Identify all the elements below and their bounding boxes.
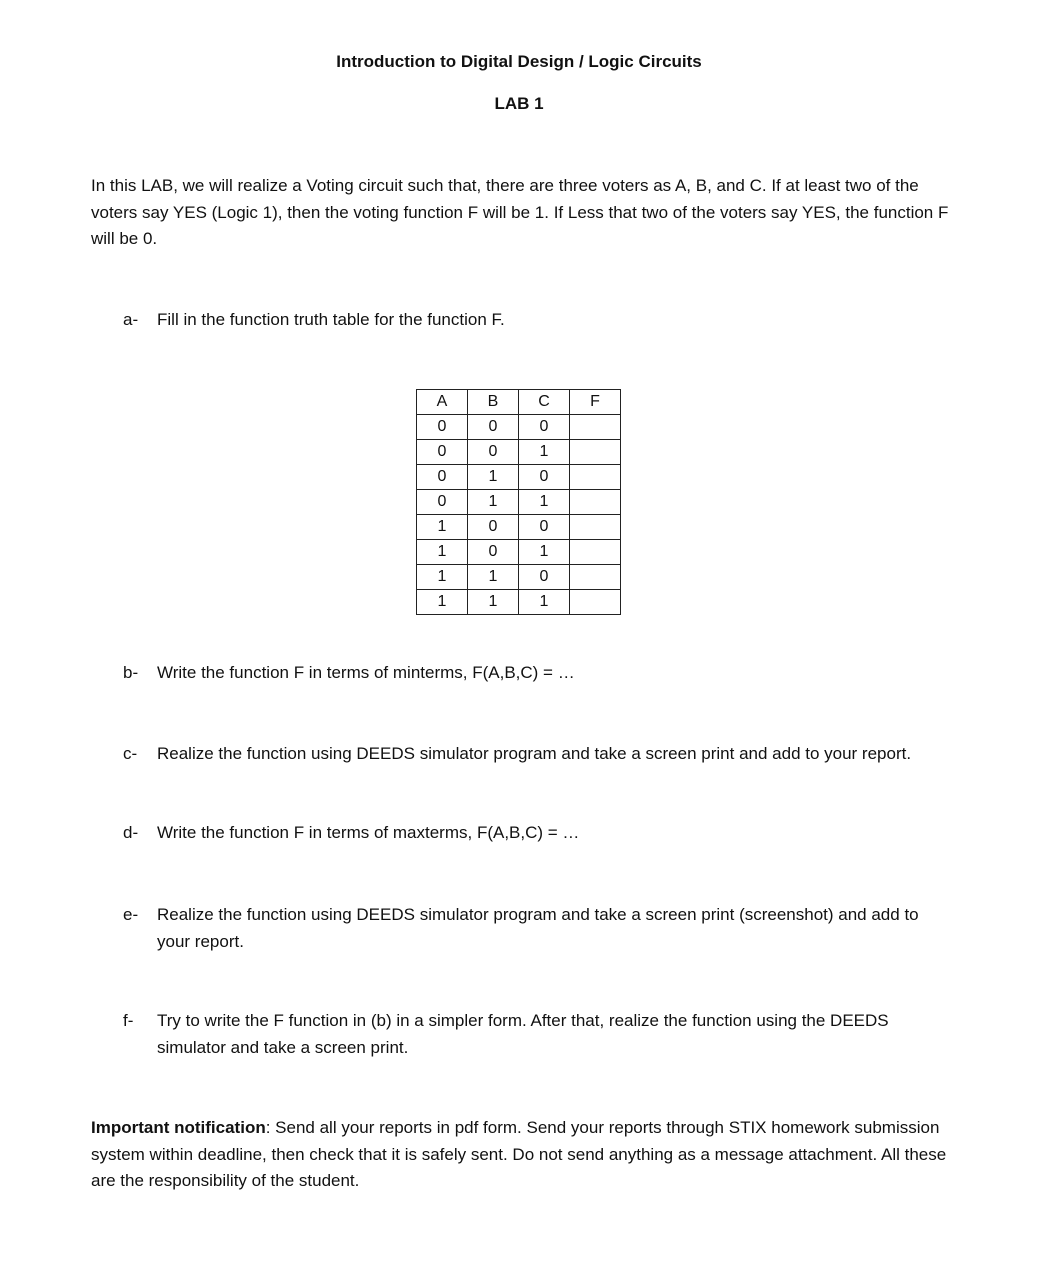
cell-a: 1 (417, 515, 468, 540)
cell-c: 0 (519, 465, 570, 490)
cell-c: 0 (519, 415, 570, 440)
task-letter: e- (123, 905, 139, 924)
cell-a: 0 (417, 490, 468, 515)
intro-paragraph: In this LAB, we will realize a Voting circuit such that, there are three voters as A, B, and C. If at least two of the voters say YES (Logic 1), then the voting function F will be 1. If Less that two of the voters say YES, the function F will be 0. (91, 176, 949, 248)
table-row (417, 415, 621, 440)
header-cell-b: B (468, 390, 519, 415)
task-letter: f- (123, 1011, 134, 1030)
cell-a: 1 (417, 540, 468, 565)
cell-b: 0 (468, 440, 519, 465)
task-item-b (123, 660, 923, 687)
task-item-e (123, 902, 923, 955)
header-cell-a: A (417, 390, 468, 415)
notification-text: : Send all your reports in pdf form. Send your reports through STIX homework submission system within deadline, then check that it is safely sent. Do not send anything as a message attachment. All these are the responsibility of the student. (91, 1118, 947, 1190)
cell-b: 0 (468, 415, 519, 440)
cell-c: 1 (519, 440, 570, 465)
cell-f (570, 565, 621, 590)
task-item-f (123, 1008, 923, 1061)
cell-b: 1 (468, 490, 519, 515)
table-row (417, 440, 621, 465)
task-item-c (123, 741, 923, 768)
cell-f (570, 440, 621, 465)
table-row (417, 465, 621, 490)
task-text: Try to write the F function in (b) in a simpler form. After that, realize the function using the DEEDS simulator and take a screen print. (157, 1011, 889, 1057)
cell-a: 0 (417, 465, 468, 490)
cell-a: 1 (417, 590, 468, 615)
task-letter: c- (123, 744, 138, 763)
task-item-a (123, 307, 923, 334)
task-letter: b- (123, 663, 139, 682)
cell-c: 1 (519, 590, 570, 615)
task-letter: a- (123, 310, 139, 329)
cell-b: 0 (468, 540, 519, 565)
table-row (417, 540, 621, 565)
cell-b: 1 (468, 565, 519, 590)
header-cell-c: C (519, 390, 570, 415)
table-row (417, 490, 621, 515)
cell-f (570, 490, 621, 515)
task-text: Fill in the function truth table for the function F. (157, 310, 505, 329)
cell-f (570, 540, 621, 565)
header-cell-f: F (570, 390, 621, 415)
cell-b: 1 (468, 465, 519, 490)
cell-c: 1 (519, 490, 570, 515)
cell-c: 1 (519, 540, 570, 565)
cell-f (570, 515, 621, 540)
cell-b: 0 (468, 515, 519, 540)
task-letter: d- (123, 823, 139, 842)
task-text: Realize the function using DEEDS simulator program and take a screen print and add to your report. (157, 744, 912, 763)
task-text: Write the function F in terms of maxterms, F(A,B,C) = … (157, 823, 580, 842)
task-text: Realize the function using DEEDS simulator program and take a screen print (screenshot) and add to your report. (157, 905, 919, 951)
task-item-d (123, 820, 923, 847)
cell-a: 0 (417, 440, 468, 465)
cell-a: 1 (417, 565, 468, 590)
cell-f (570, 465, 621, 490)
table-row (417, 515, 621, 540)
cell-f (570, 415, 621, 440)
truth-table-header-row (417, 390, 621, 415)
table-row (417, 590, 621, 615)
important-notification (91, 1115, 951, 1195)
cell-a: 0 (417, 415, 468, 440)
truth-table (416, 389, 621, 615)
cell-f (570, 590, 621, 615)
lab-title: LAB 1 (494, 94, 544, 113)
table-row (417, 565, 621, 590)
document-title: Introduction to Digital Design / Logic Circuits (336, 52, 702, 71)
notification-label: Important notification (91, 1118, 266, 1137)
cell-c: 0 (519, 565, 570, 590)
task-text: Write the function F in terms of minterms, F(A,B,C) = … (157, 663, 575, 682)
cell-c: 0 (519, 515, 570, 540)
cell-b: 1 (468, 590, 519, 615)
